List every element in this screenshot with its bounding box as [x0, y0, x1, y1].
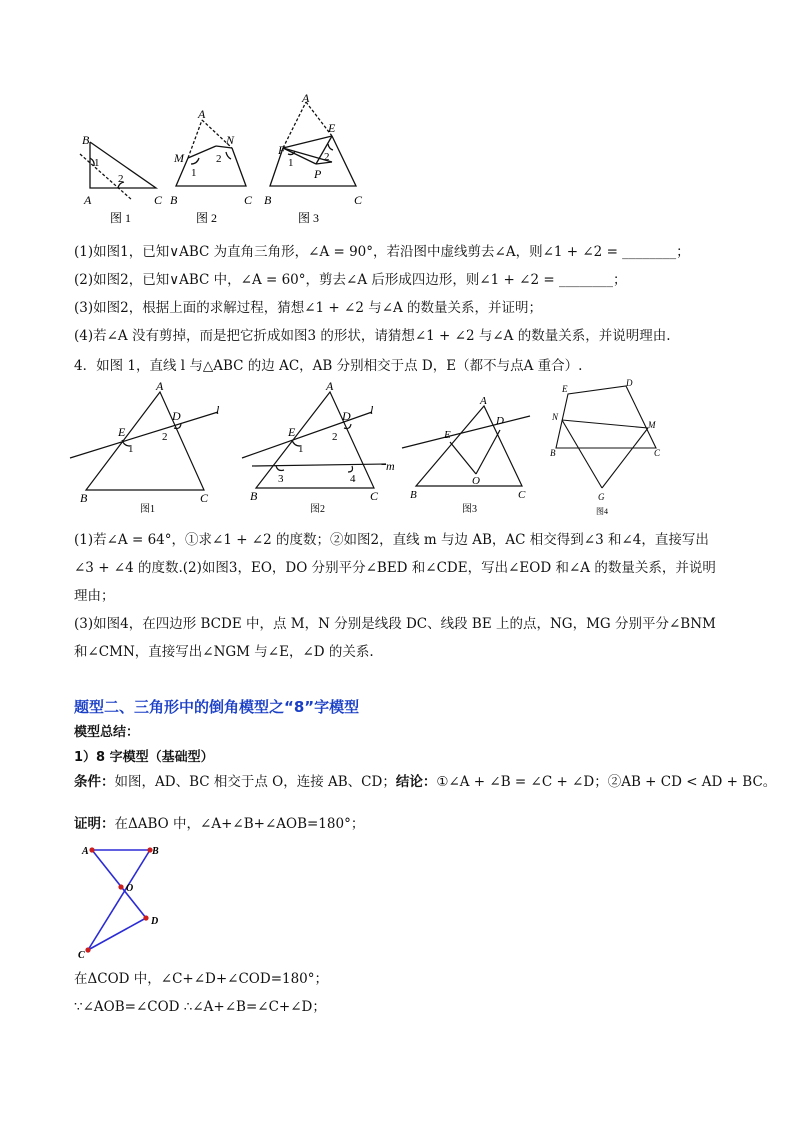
proof-line-3: ∵∠AOB=∠COD ∴∠A+∠B=∠C+∠D； — [74, 999, 326, 1015]
fig2-caption: 图 2 — [196, 211, 218, 225]
fig8-segments — [88, 850, 150, 950]
fig8-label-a: A — [82, 846, 89, 857]
fig8-label-c: C — [78, 950, 85, 961]
proof-line-2: 在ΔCOD 中，∠C+∠D+∠COD=180°； — [74, 971, 329, 987]
fig8-point-d — [143, 915, 148, 920]
q4-fig4-label-g: G — [598, 492, 605, 502]
q4-fig2-label-m: m — [386, 459, 395, 473]
fig1-label-a: A — [84, 193, 92, 207]
fig3-label-f: F — [278, 143, 286, 157]
fig2-label-m: M — [174, 151, 184, 165]
conclusion-label: 结论： — [395, 774, 437, 790]
fig3-label-a: A — [302, 92, 310, 105]
model-1-condition — [74, 773, 776, 791]
fig8-point-o — [118, 884, 123, 889]
q4-part3a: (3)如图4，在四边形 BCDE 中，点 M，N 分别是线段 DC、线段 BE 上的点，NG，MG 分别平分∠BNM — [74, 616, 716, 632]
fig2-label-n: N — [226, 133, 235, 147]
fig3-label-p: P — [314, 167, 322, 181]
q4-fig2-label-l: l — [370, 403, 374, 417]
q4-fig2-angle-2: 2 — [332, 431, 338, 443]
proof-label: 证明： — [74, 816, 115, 832]
q4-fig1-label-l: l — [216, 403, 220, 417]
fig2-label-c: C — [244, 193, 253, 207]
fig1-label-b: B — [82, 133, 90, 147]
conclusion-text: ①∠A + ∠B = ∠C + ∠D；②AB + CD < AD + BC。 — [436, 774, 777, 790]
fig3-label-c: C — [354, 193, 363, 207]
q4-fig3-label-o: O — [472, 475, 480, 487]
q4-part1c: 理由； — [74, 588, 115, 604]
q4-fig3-caption: 图3 — [462, 504, 477, 515]
q4-fig2-angle-4: 4 — [350, 473, 356, 485]
figure-row-top — [70, 92, 370, 232]
q4-fig4-quadrilateral — [556, 386, 656, 488]
condition-text: 如图，AD、BC 相交于点 O，连接 AB、CD； — [114, 774, 396, 790]
fig2-label-b: B — [170, 193, 178, 207]
fig1-angle-2: 2 — [118, 173, 124, 185]
proof-text-1: 在ΔABO 中，∠A+∠B+∠AOB=180°； — [114, 816, 365, 832]
fig2-quadrilateral — [176, 120, 246, 186]
fig-8-shape — [74, 840, 174, 964]
q4-fig1-label-c: C — [200, 491, 209, 505]
condition-label: 条件： — [74, 774, 115, 790]
q4-fig4-caption: 图4 — [596, 507, 608, 516]
q3-part2: (2)如图2，已知∨ABC 中，∠A = 60°，剪去∠A 后形成四边形，则∠1 + ∠2 = ________； — [74, 272, 627, 288]
q4-fig4-label-m: M — [648, 420, 656, 430]
q4-fig4-label-n: N — [552, 412, 559, 422]
q4-part1b: ∠3 + ∠4 的度数.(2)如图3，EO，DO 分别平分∠BED 和∠CDE，写出∠EOD 和∠A 的数量关系，并说明 — [74, 560, 716, 576]
fig8-label-d: D — [151, 916, 159, 927]
q4-part3b: 和∠CMN，直接写出∠NGM 与∠E，∠D 的关系. — [74, 644, 374, 660]
fig2-angle-1: 1 — [191, 167, 197, 179]
q4-fig2-label-c: C — [370, 489, 379, 503]
fig8-point-c — [85, 947, 90, 952]
fig8-point-a — [89, 847, 94, 852]
q4-fig4-label-b: B — [550, 448, 556, 458]
figure-row-q4 — [66, 378, 736, 520]
q3-part3: (3)如图2，根据上面的求解过程，猜想∠1 + ∠2 与∠A 的数量关系，并证明； — [74, 300, 543, 316]
fig3-label-e: E — [328, 121, 336, 135]
fig3-label-b: B — [264, 193, 272, 207]
q4-fig3-label-b: B — [410, 489, 417, 501]
proof-line-1 — [74, 815, 364, 833]
q4-fig3-label-e: E — [444, 429, 451, 441]
q4-fig2-label-b: B — [250, 489, 258, 503]
model-1-title: 1）8 字模型（基础型） — [74, 750, 214, 765]
q4-fig1-angle-1: 1 — [128, 443, 134, 455]
model-summary-label: 模型总结： — [74, 725, 140, 740]
fig1-right-triangle — [80, 142, 156, 200]
q4-fig1-caption: 图1 — [140, 504, 155, 515]
q4-fig1-label-a: A — [156, 379, 164, 393]
fig3-angle-1: 1 — [288, 157, 294, 169]
q4-fig2-caption: 图2 — [310, 504, 325, 515]
section-heading: 题型二、三角形中的倒角模型之“8”字模型 — [74, 698, 360, 716]
q4-fig1-label-e: E — [118, 425, 126, 439]
fig3-angle-2: 2 — [324, 151, 330, 163]
fig3-caption: 图 3 — [298, 211, 320, 225]
q4-fig1-label-b: B — [80, 491, 88, 505]
q4-fig1-angle-2: 2 — [162, 431, 168, 443]
q4-fig1-label-d: D — [172, 409, 181, 423]
fig1-label-c: C — [154, 193, 163, 207]
q4-fig3-triangle — [402, 406, 530, 486]
q4-fig3-label-d: D — [496, 415, 504, 427]
q3-part1: (1)如图1，已知∨ABC 为直角三角形，∠A = 90°，若沿图中虚线剪去∠A，则∠1 + ∠2 = ________； — [74, 244, 690, 260]
fig1-caption: 图 1 — [110, 211, 132, 225]
q4-fig4-label-e: E — [562, 384, 568, 394]
q4-fig2-angle-3: 3 — [278, 473, 284, 485]
q4-fig3-label-a: A — [480, 395, 487, 407]
fig2-label-a: A — [198, 107, 206, 121]
q4-fig2-label-a: A — [326, 379, 334, 393]
q4-fig2-label-d: D — [342, 409, 351, 423]
fig8-label-o: O — [126, 883, 134, 894]
fig1-angle-1: 1 — [94, 157, 100, 169]
q4-part1a: (1)若∠A = 64°，①求∠1 + ∠2 的度数；②如图2，直线 m 与边 AB，AC 相交得到∠3 和∠4，直接写出 — [74, 532, 709, 548]
q4-fig1-triangle — [70, 392, 218, 490]
q3-part4: (4)若∠A 没有剪掉，而是把它折成如图3 的形状，请猜想∠1 + ∠2 与∠A 的数量关系，并说明理由. — [74, 328, 671, 344]
q4-intro: 4．如图 1，直线 l 与△ABC 的边 AC，AB 分别相交于点 D，E（都不与点A 重合）. — [74, 358, 583, 374]
fig2-angle-2: 2 — [216, 153, 222, 165]
q4-fig2-angle-1: 1 — [298, 443, 304, 455]
q4-fig2-triangle — [242, 392, 386, 488]
fig8-label-b: B — [152, 846, 159, 857]
q4-fig4-label-d: D — [626, 378, 633, 388]
q4-fig4-label-c: C — [654, 448, 661, 458]
q4-fig2-label-e: E — [288, 425, 296, 439]
q4-fig3-label-c: C — [518, 489, 526, 501]
